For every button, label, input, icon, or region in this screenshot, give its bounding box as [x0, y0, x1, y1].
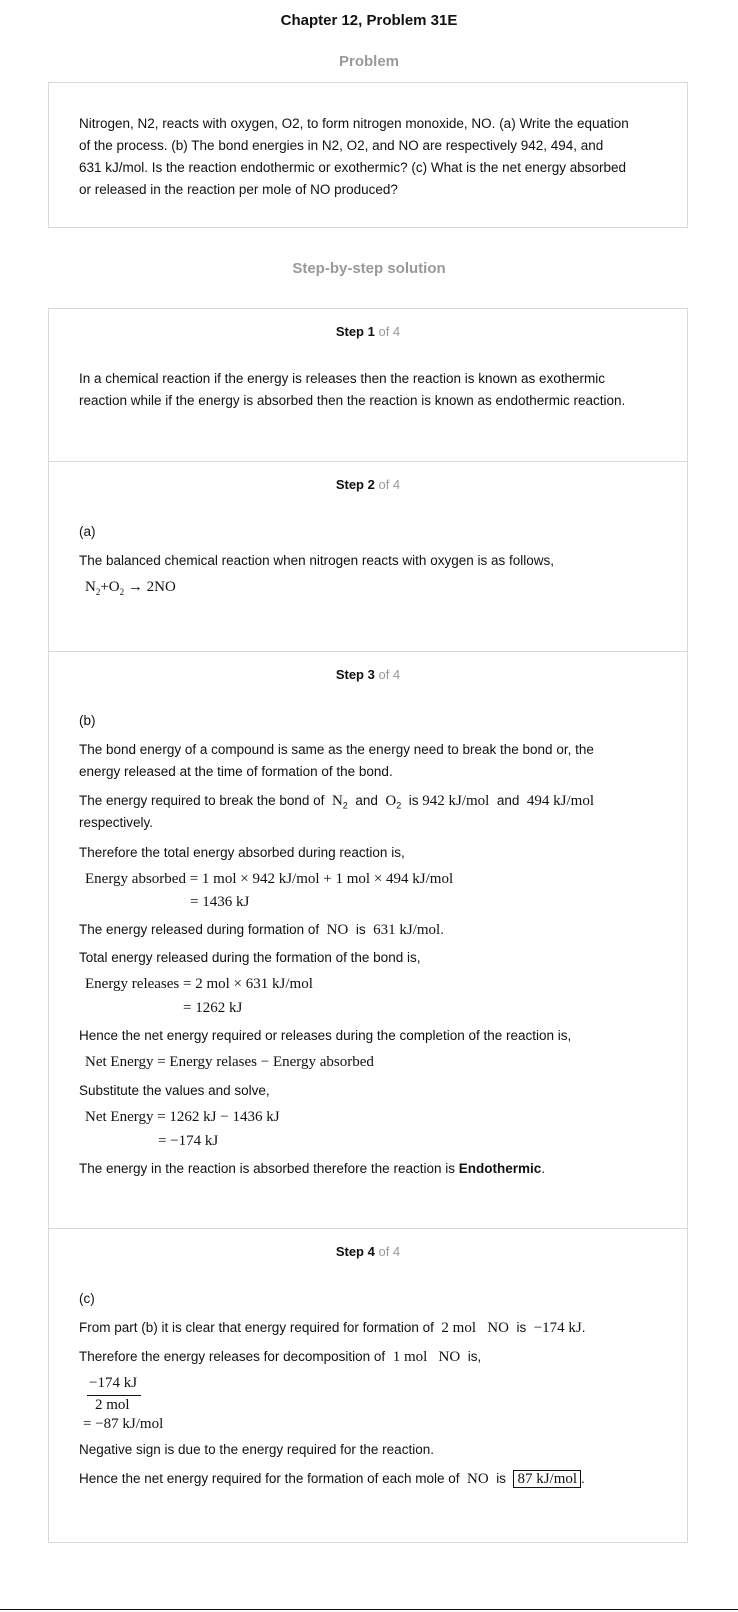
- released-line: The energy released during formation of NO is 631 kJ/mol.: [79, 922, 444, 938]
- step-1-text: reaction while if the energy is absorbed then the reaction is known as endothermic reaction.: [79, 393, 626, 408]
- absorbed-result: = 1436 kJ: [190, 894, 250, 910]
- net-energy-equation: Net Energy = Energy relases − Energy absorbed: [85, 1054, 374, 1070]
- released-result: = 1262 kJ: [183, 1000, 243, 1016]
- part-label: (a): [79, 524, 96, 539]
- step-1-text: In a chemical reaction if the energy is releases then the reaction is known as exothermic: [79, 371, 606, 386]
- step-3-header: Step 3 of 4: [335, 667, 401, 682]
- final-answer-line: Hence the net energy required for the formation of each mole of NO is 87 kJ/mol .: [79, 1471, 585, 1487]
- step-4-line-2: Therefore the energy releases for decomposition of 1 mol NO is,: [79, 1349, 482, 1365]
- problem-text: [79, 113, 664, 201]
- part-label: (c): [79, 1291, 95, 1306]
- bottom-rule: [0, 1609, 738, 1610]
- problem-line: of the process. (b) The bond energies in N2, O2, and NO are respectively 942, 494, and: [79, 138, 604, 153]
- step-4-header: Step 4 of 4: [335, 1244, 401, 1259]
- step-4-text: Negative sign is due to the energy required for the reaction.: [79, 1442, 434, 1457]
- fraction-denominator: 2 mol: [95, 1397, 130, 1413]
- fraction-result: = −87 kJ/mol: [83, 1416, 164, 1432]
- problem-line: Nitrogen, N2, reacts with oxygen, O2, to form nitrogen monoxide, NO. (a) Write the equation: [79, 116, 629, 131]
- solution-box: [48, 308, 688, 1543]
- page-title: Chapter 12, Problem 31E: [280, 12, 458, 29]
- step-2-text: The balanced chemical reaction when nitrogen reacts with oxygen is as follows,: [79, 553, 554, 568]
- fraction-numerator: −174 kJ: [89, 1375, 138, 1391]
- step-3-text: energy released at the time of formation of the bond.: [79, 764, 393, 779]
- problem-box: [48, 82, 688, 228]
- step-4-line-1: From part (b) it is clear that energy required for formation of 2 mol NO is −174 kJ.: [79, 1320, 586, 1336]
- step-1-header: Step 1 of 4: [335, 324, 401, 339]
- step-3-text: Total energy released during the formation of the bond is,: [79, 950, 421, 965]
- final-answer: 87 kJ/mol: [513, 1470, 581, 1488]
- step-3-text: respectively.: [79, 815, 154, 830]
- step-3-text: Hence the net energy required or releases during the completion of the reaction is,: [79, 1028, 572, 1043]
- conclusion-line: The energy in the reaction is absorbed therefore the reaction is Endothermic.: [79, 1161, 546, 1176]
- problem-line: or released in the reaction per mole of NO produced?: [79, 182, 398, 197]
- step-3-text: Therefore the total energy absorbed during reaction is,: [79, 845, 405, 860]
- step-3-text: The bond energy of a compound is same as the energy need to break the bond or, the: [79, 742, 594, 757]
- reaction-equation: $N_2+O_2 \to 2NO$: [85, 579, 176, 597]
- break-bond-line: The energy required to break the bond of $N_2$ and $O_2$ is 942 kJ/mol and 494 kJ/mol: [79, 793, 594, 811]
- substituted-equation: Net Energy = 1262 kJ − 1436 kJ: [85, 1109, 280, 1125]
- step-1: [49, 309, 687, 462]
- problem-heading: Problem: [338, 53, 399, 70]
- part-label: (b): [79, 713, 96, 728]
- step-2: [49, 462, 687, 652]
- fraction-bar: [87, 1395, 141, 1396]
- substituted-result: = −174 kJ: [158, 1133, 219, 1149]
- solution-heading: Step-by-step solution: [292, 260, 446, 277]
- step-2-header: Step 2 of 4: [335, 477, 401, 492]
- absorbed-equation: Energy absorbed = 1 mol × 942 kJ/mol + 1 mol × 494 kJ/mol: [85, 871, 454, 887]
- step-3: [49, 652, 687, 1229]
- released-equation: Energy releases = 2 mol × 631 kJ/mol: [85, 976, 313, 992]
- step-4: [49, 1229, 687, 1542]
- step-3-text: Substitute the values and solve,: [79, 1083, 270, 1098]
- problem-line: 631 kJ/mol. Is the reaction endothermic or exothermic? (c) What is the net energy absorbed: [79, 160, 627, 175]
